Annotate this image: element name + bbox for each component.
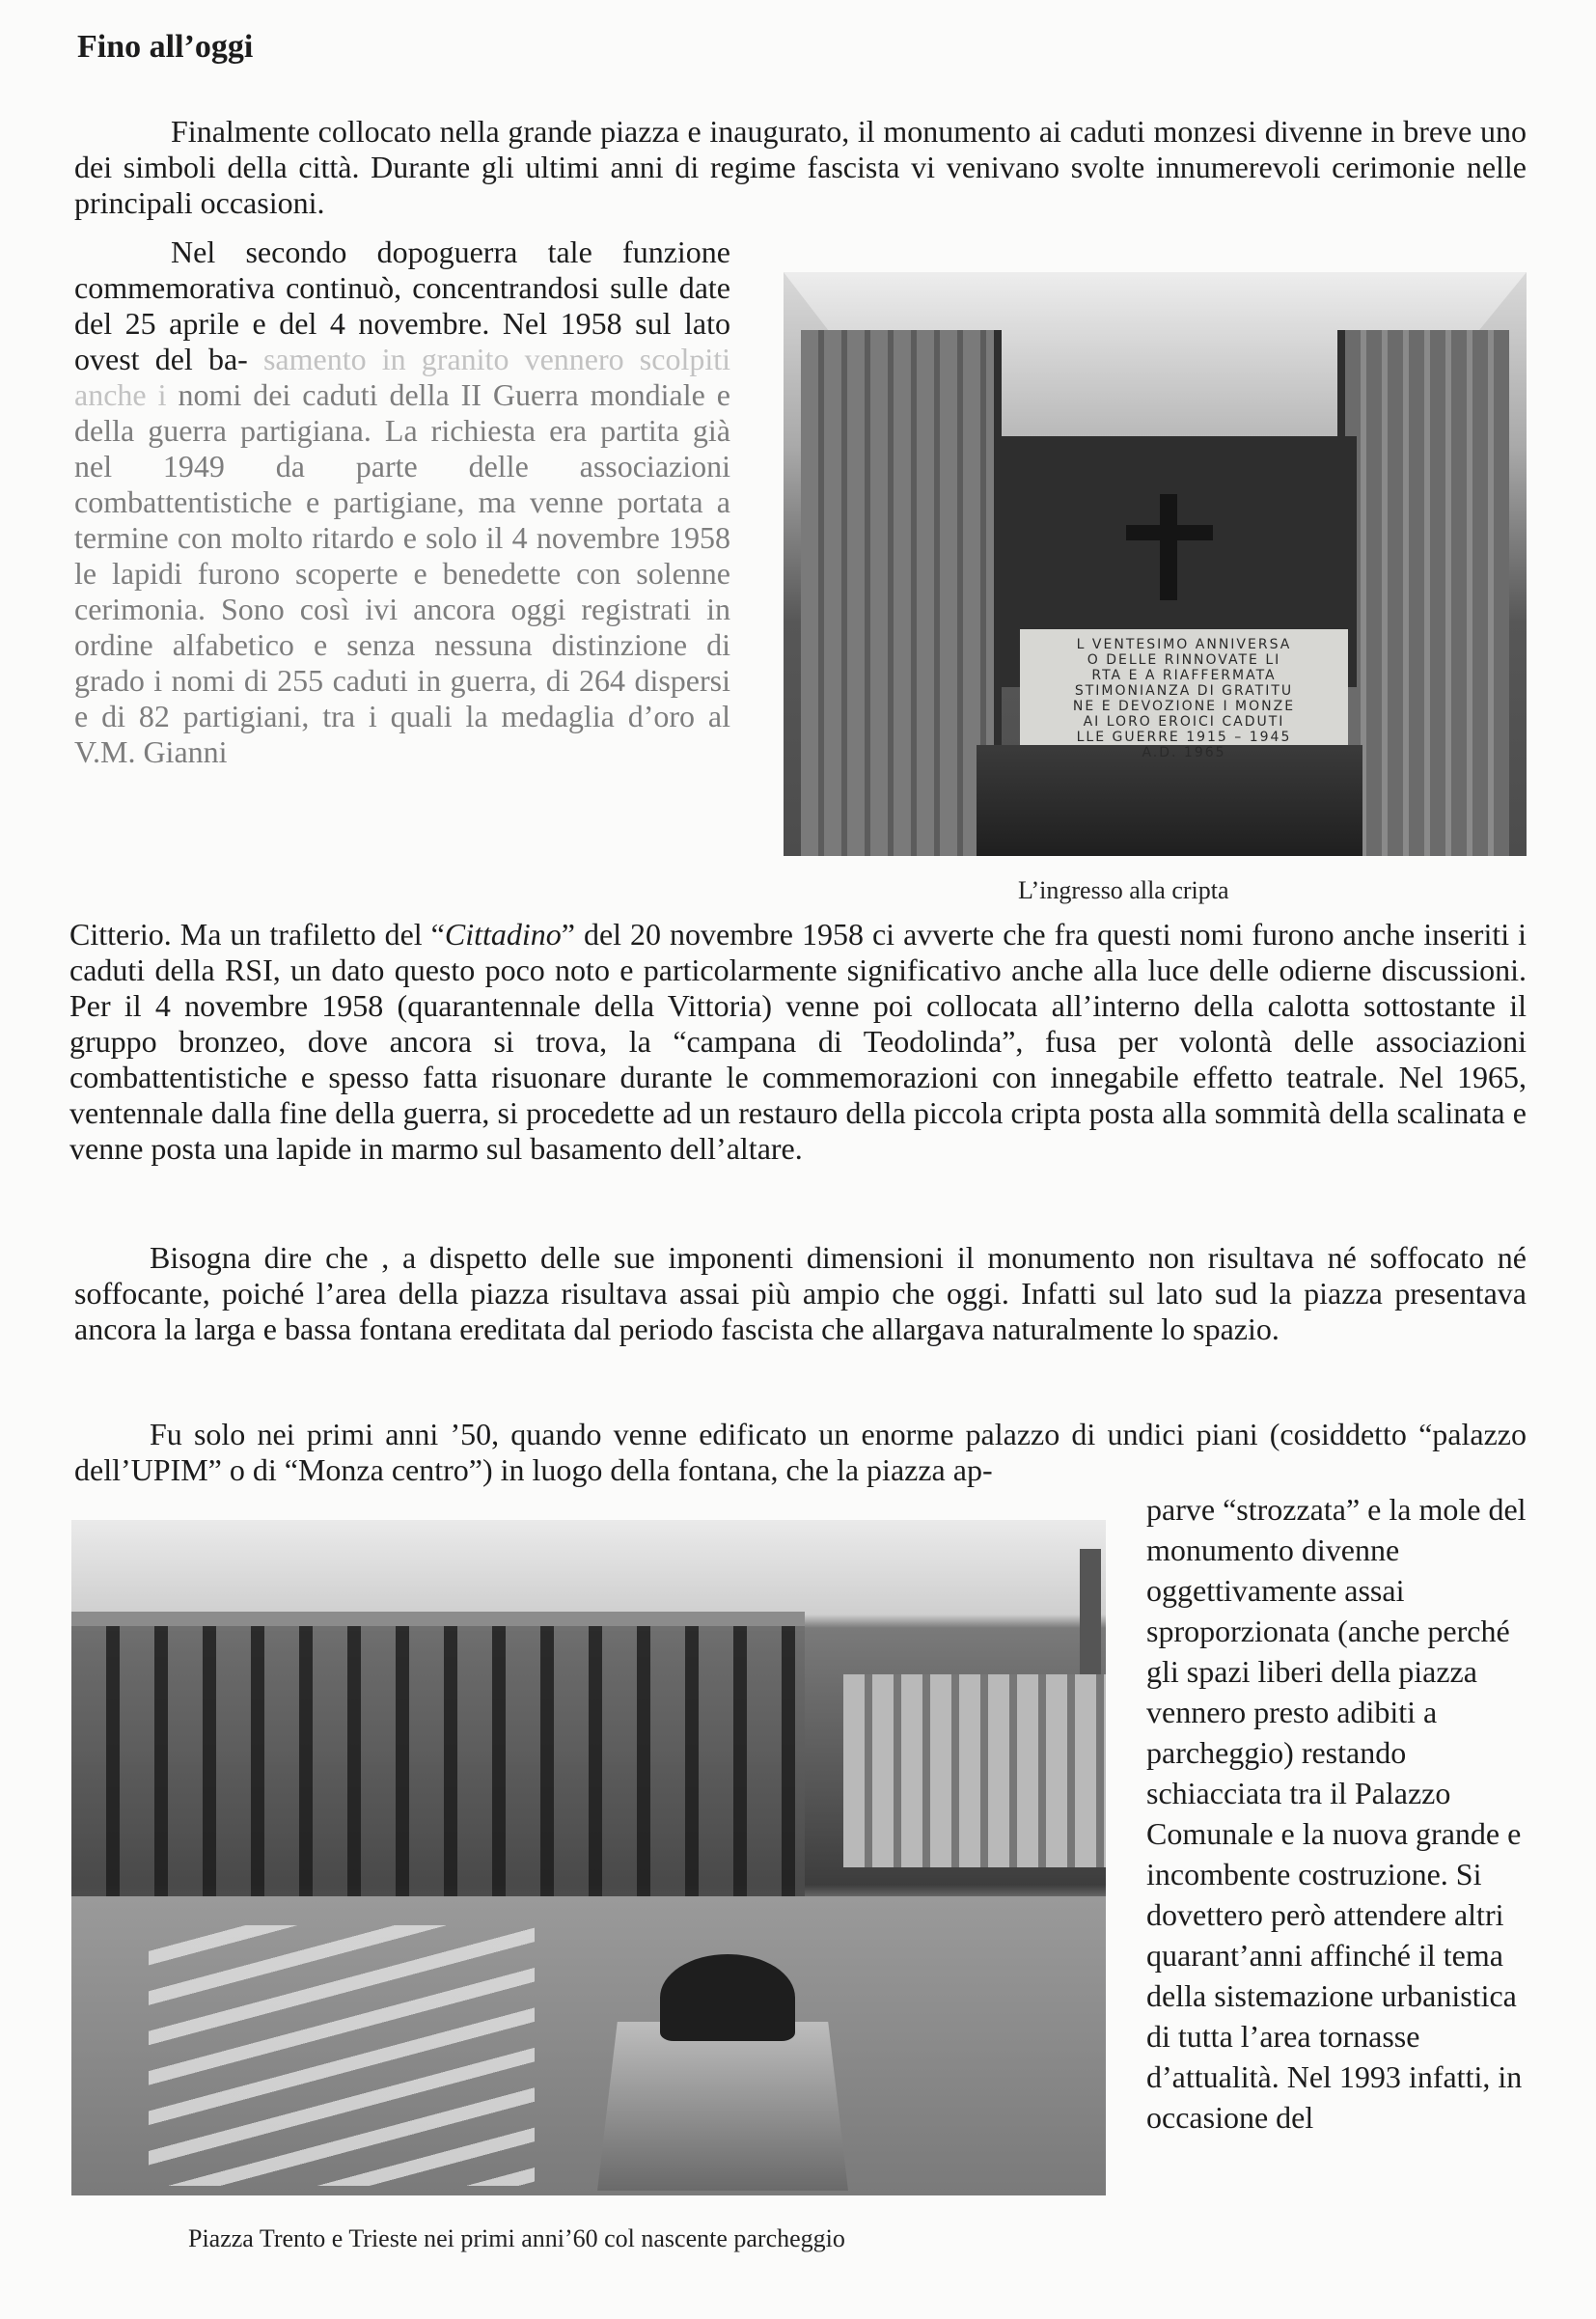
piazza-photo bbox=[71, 1520, 1106, 2195]
plaque-line: LLE GUERRE 1915 – 1945 bbox=[1076, 730, 1292, 745]
paragraph-4: Fu solo nei primi anni ’50, quando venne edificato un enorme palazzo di undici piani (cosiddetto “palazzo dell’UPIM” o di “Monza centro”) in luogo della fontana, che la piazza ap- bbox=[74, 1417, 1527, 1487]
plaque-line: NE E DEVOZIONE I MONZE bbox=[1072, 699, 1296, 714]
cross-icon bbox=[1160, 494, 1177, 600]
paragraph-1: Finalmente collocato nella grande piazza e inaugurato, il monumento ai caduti monzesi divenne in breve uno dei simboli della città. Durante gli ultimi anni di regime fascista vi venivano svolte innumerevoli cerimonie nelle principali occasioni. bbox=[74, 114, 1527, 220]
bronze-statue bbox=[660, 1954, 795, 2041]
paragraph-2-cont-a: Citterio. Ma un trafiletto del “ bbox=[69, 917, 445, 952]
plaque-line: RTA E A RIAFFERMATA bbox=[1091, 668, 1277, 683]
newspaper-title: Cittadino bbox=[444, 917, 562, 952]
paragraph-4-continued: parve “strozzata” e la mole del monumento divenne oggettivamente assai sproporzionata (anche perché gli spazi liberi della piazza vennero presto adibiti a parcheggio) restando schiacciata tra il Palazzo Comunale e la nuova grande e incombente costruzione. Si dovettero però attendere altri quarant’anni affinché il tema della sistemazione urbanistica di tutta l’area tornasse d’attualità. Nel 1993 infatti, in occasione del bbox=[1146, 1492, 1527, 2135]
bell-tower bbox=[1080, 1549, 1101, 1684]
paragraph-2-cont-b: ” del 20 novembre 1958 ci avverte che fra questi nomi furono anche inseriti i caduti della RSI, un dato questo poco noto e particolarmente significativo anche alla luce delle odierne discussioni. Per il 4 novembre 1958 (quarantennale della Vittoria) venne poi collocata all’interno della calotta sottostante il gruppo bronzeo, dove ancora si trova, la “campana di Teodolinda”, fusa per volontà delle associazioni combattentistiche e spesso fatta risuonare durante le commemorazioni con innegabile effetto teatrale. Nel 1965, ventennale dalla fine della guerra, si procedette ad un restauro della piccola cripta posta alla sommità della scalinata e venne posta una lapide in marmo sul basamento dell’altare. bbox=[69, 917, 1527, 1166]
paragraph-2-continued bbox=[69, 917, 1527, 1167]
photo-caption-crypt: L’ingresso alla cripta bbox=[1018, 876, 1229, 904]
plaque-line: O DELLE RINNOVATE LI bbox=[1087, 652, 1281, 668]
paragraph-2 bbox=[74, 235, 730, 770]
crypt-entrance-photo bbox=[784, 272, 1527, 856]
paragraph-2-part-c: nomi dei caduti della II Guerra mondiale e della guerra partigiana. La richiesta era partita già nel 1949 da parte delle associazioni combattentistiche e partigiane, ma venne portata a termine con molto ritardo e solo il 4 novembre 1958 le lapidi furono scoperte e benedette con solenne cerimonia. Sono così ivi ancora oggi registrati in ordine alfabetico e senza nessuna distinzione di grado i nomi di 255 caduti in guerra, di 264 dispersi e di 82 partigiani, tra i quali la medaglia d’oro al V.M. Gianni bbox=[74, 377, 731, 769]
crypt-altar-step bbox=[977, 745, 1362, 856]
palazzo-comunale bbox=[71, 1626, 805, 1896]
right-buildings bbox=[843, 1674, 1106, 1867]
paragraph-2-part-a: Nel secondo dopoguerra tale funzione commemorativa continuò, concentrandosi sulle date del 25 aprile e del 4 novembre. Nel 1958 sul lato ovest del ba- bbox=[74, 235, 730, 376]
photo-caption-piazza: Piazza Trento e Trieste nei primi anni’60 col nascente parcheggio bbox=[188, 2224, 845, 2252]
plaque-line: STIMONIANZA DI GRATITU bbox=[1074, 683, 1294, 699]
parked-cars bbox=[149, 1925, 535, 2186]
monument-base bbox=[597, 2022, 848, 2191]
cross-icon-bar bbox=[1126, 525, 1213, 540]
plaque-line: AI LORO EROICI CADUTI bbox=[1083, 714, 1285, 730]
left-gate bbox=[801, 330, 1002, 856]
paragraph-3: Bisogna dire che , a dispetto delle sue imponenti dimensioni il monumento non risultava né soffocato né soffocante, poiché l’area della piazza risultava assai più ampio che oggi. Infatti sul lato sud la piazza presentava ancora la larga e bassa fontana ereditata dal periodo fascista che allargava naturalmente lo spazio. bbox=[74, 1240, 1527, 1346]
paragraph-2-faded-line: samento in granito vennero scolpiti anche i bbox=[74, 342, 731, 412]
section-title: Fino all’oggi bbox=[77, 29, 254, 65]
memorial-plaque bbox=[1020, 629, 1348, 760]
plaque-line: A.D. 1965 bbox=[1142, 745, 1226, 760]
right-gate bbox=[1337, 330, 1509, 856]
plaque-line: L VENTESIMO ANNIVERSA bbox=[1076, 637, 1292, 652]
